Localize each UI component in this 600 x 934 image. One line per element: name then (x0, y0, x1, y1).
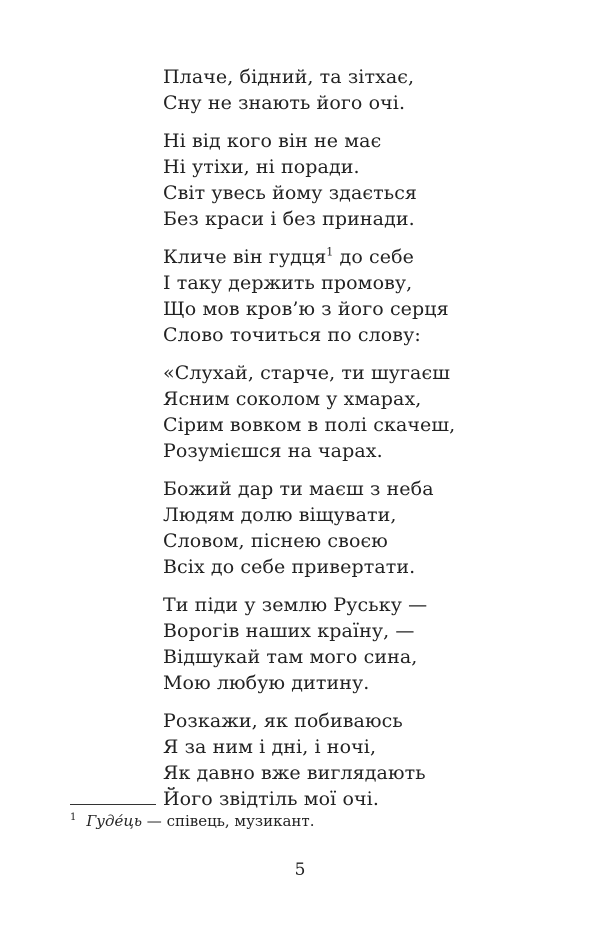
stanza (163, 244, 455, 348)
poem-line: Сірим вовком в полі скачеш, (163, 414, 456, 436)
poem-line: Мою любую дитину. (163, 672, 370, 694)
poem-line: Божий дар ти маєш з неба (163, 478, 434, 500)
footnote-reference: 1 (326, 245, 334, 259)
poem-line: І таку держить промову, (163, 272, 413, 294)
poem-line: Його звідтіль мої очі. (163, 788, 379, 810)
stanza (163, 592, 455, 696)
footnote-term: Гуде́ць (86, 812, 143, 830)
page-number: 5 (294, 860, 306, 880)
poem-line: Ні від кого він не має (163, 130, 382, 152)
footnote-block (70, 804, 540, 831)
poem-line: Світ увесь йому здається (163, 182, 418, 204)
poem-line: Без краси і без принади. (163, 208, 415, 230)
stanza (163, 128, 455, 232)
poem (163, 64, 455, 824)
poem-line: Відшукай там мого сина, (163, 646, 418, 668)
poem-line: Ні утіхи, ні поради. (163, 156, 360, 178)
poem-line: Сну не знають його очі. (163, 92, 406, 114)
poem-line: Розумієшся на чарах. (163, 440, 383, 462)
poem-line: Ворогів наших країну, — (163, 620, 415, 642)
poem-line: Людям долю віщувати, (163, 504, 397, 526)
footnote-marker: 1 (70, 812, 77, 823)
poem-line: Всіх до себе привертати. (163, 556, 416, 578)
stanza (163, 708, 455, 812)
stanza (163, 476, 455, 580)
poem-line: Розкажи, як побиваюсь (163, 710, 403, 732)
footnote-rule (70, 804, 156, 805)
poem-line: Плаче, бідний, та зітхає, (163, 66, 415, 88)
poem-line: Ти піди у землю Руську — (163, 594, 428, 616)
footnote (70, 811, 540, 831)
stanza (163, 64, 455, 116)
poem-line: Ясним соколом у хмарах, (163, 388, 422, 410)
stanza (163, 360, 455, 464)
footnote-definition: — співець, музикант. (142, 812, 315, 830)
poem-line: Словом, піснею своєю (163, 530, 388, 552)
poem-line: Кличе він гудця$^1$ до себе (163, 245, 414, 268)
poem-line: Як давно вже виглядають (163, 762, 426, 784)
poem-line: Що мов кров’ю з його серця (163, 298, 449, 320)
poem-line: Слово точиться по слову: (163, 324, 421, 346)
poem-line: Я за ним і дні, і ночі, (163, 736, 377, 758)
poem-line: «Слухай, старче, ти шугаєш (163, 362, 450, 384)
